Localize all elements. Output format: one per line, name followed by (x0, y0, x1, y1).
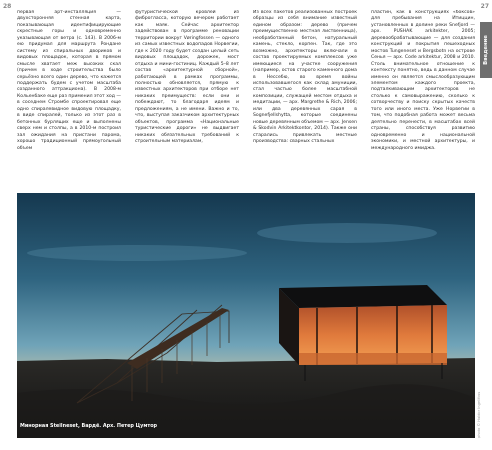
right-page-number: 27 (480, 3, 489, 10)
body-text-columns (17, 10, 475, 182)
section-tab (480, 22, 492, 78)
left-page-number: 28 (3, 3, 12, 10)
memorial-photo (17, 193, 475, 438)
section-tab-label: Введение (483, 35, 490, 65)
photo-illustration (17, 193, 475, 438)
text-column-1: первая арт-инсталляция — двухсторонняя стенная карта, показывающая идентифицирующие скрестные горы и одновременно указывающая от ветра (с. 143). В 2006-м ею придумал для маршрута Рондане систему из спиральных двориков и видовых площадок, которая в прямом смысле хватает меж высоких скал (причем в ходе строительства было серьёзно всего один дерево, что кажется поддержать будем с учетом масштаба созданного аттракциона). В 2008-м Кольенбаке еще раз применил этот ход — в соседнем Стромбе спроектировал еще одно спиралевидное видовую площадку, в виде спиралей, только из этот раз в бетонных бурлящих еще и выполнены сверх нем и столпы, а в 2010-м построил зал ожидания на пристани парома, хорошо традиционный прямоугольный объем (17, 10, 121, 151)
text-column-2: футуристической кровлей из фиброгласса, которую вечером работает как маяк. Сейчас архитектор задействован в программе реновации территории вокруг Vøringfossen — одного из самых известных водопадов Норвегии, где к 2020 году будет создан целый сеть видовых площадок, дорожек, мост отдыха и мини-гостиниц. Каждый 5–8 лет состав «архитектурной сборной», работающей в рамках программы, полностью обновляется, прямую к известных архитекторов при отборе нет никаких преимуществ: если они и побеждают, то благодаря идеям и предложениям, а не имени. Важно и то, что, выступая заказчиком архитектурных объектов, программа «Национальные туристические дороги» не выдвигает никаких обязательных требований к строительным материалам, (135, 10, 239, 145)
text-column-3: Из всех пакетов реализованных построек образцы из себя внимание известный едином образом: дерево (причем преимущественно местная лиственница), необработанный бетон, натуральный камень, стекло, корпен. Так, где это возможно, архитекторы включали в состав проектируемых комплексов уже имеющиеся на участке сооружения (например, остов старого каменного дома в Нессебю, во время войны использовавшегося как склад амуниции, стал частью более масштабной композиции, служащей местом отдыха и медитации, — арх. Margrethe & Rich, 2006; или два деревянных сарая в Sognefjellshytta, которые соединены новые деревянным объемом — арх. Jensen & Skodvin Arkitektkontor, 2014). Также они старались привлекать местные производства: сварных стальных (253, 10, 357, 145)
text-column-4: пластин, как в конструкциях «боксов» для пребывания на Итиццин, установленных в долине реки Snefjord — арх. PUSHAK arkitekter, 2005; деревообрабатывающие — для создания конструкций и покрытия пешеходных мостов Tungeneset и Bergsbotn на острове Сенья — арх. Code arkitektur, 2008 и 2010. Столь внимательное отношение к контексту понятно, ведь в данном случае именно он является смыслообразующим элементом каждого проекта, подталкивающим архитекторов не столько к самовыражению, сколько к сотворчеству и поиску скрытых качеств того или иного места. Уже Норвегии в том, что подобная работа может весьма деятельно перенести, в масштабах всей страны, способствуя развитию одновременно и национальной экономики, и местной архитектуры, и международного имиджа. (371, 10, 475, 151)
photo-caption: Минорная Steilneset, Вардё. Арх. Петер Цумтор (20, 423, 158, 429)
photo-credit: photo © Haldor Ingelifoss (477, 391, 481, 438)
